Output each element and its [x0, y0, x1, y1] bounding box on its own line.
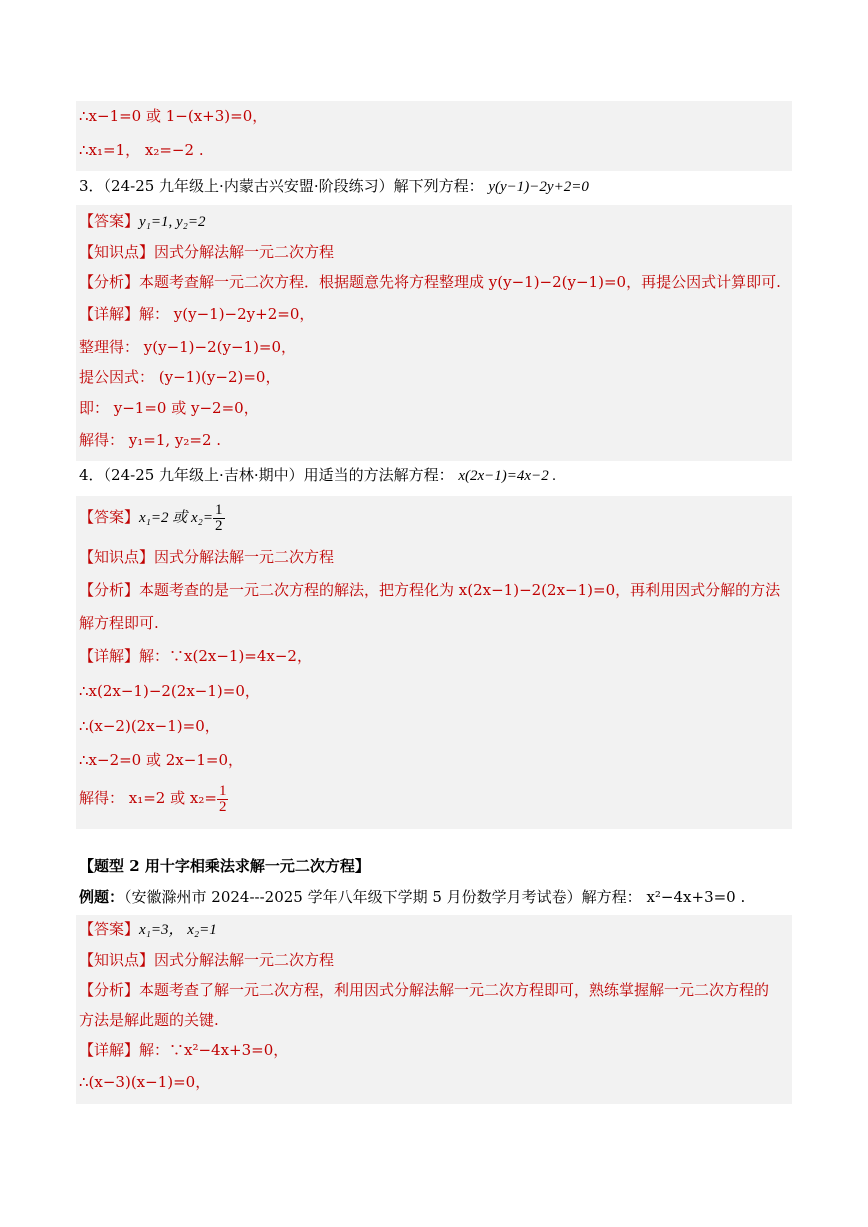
detail-line [79, 783, 228, 815]
solution-line: ∴x₁=1， x₂=−2 . [79, 141, 204, 159]
detail-tag: 【详解】 [79, 647, 140, 665]
answer-tag: 【答案】 [79, 508, 140, 526]
knowledge-tag: 【知识点】 [79, 243, 155, 261]
solution-line: ∴x−1=0 或 1−(x+3)=0， [79, 107, 268, 125]
question-3 [79, 176, 589, 197]
example-label: 例题： [79, 888, 125, 906]
analysis-line [79, 980, 769, 1000]
knowledge-line [79, 242, 334, 262]
analysis-text: 本题考查解一元二次方程．根据题意先将方程整理成 y(y−1)−2(y−1)=0，再提公因式计算即可. [139, 273, 781, 291]
detail-text: 解得： x₁=2 或 x₂= [79, 789, 217, 807]
answer-line [79, 502, 225, 534]
detail-line: 提公因式： (y−1)(y−2)=0， [79, 368, 281, 386]
detail-fraction [217, 784, 229, 815]
section-heading: 【题型 2 用十字相乘法求解一元二次方程】 [79, 857, 370, 875]
analysis-tag: 【分析】 [79, 981, 140, 999]
answer-tag: 【答案】 [79, 212, 140, 230]
analysis-line-cont: 解方程即可. [79, 614, 159, 632]
fraction-numerator: 1 [218, 782, 227, 799]
knowledge-text: 因式分解法解一元二次方程 [154, 951, 335, 969]
detail-line: ∴x(2x−1)−2(2x−1)=0， [79, 682, 260, 700]
analysis-line-cont: 方法是解此题的关键. [79, 1011, 219, 1029]
detail-text: 解：∵x²−4x+3=0， [139, 1041, 289, 1059]
analysis-tag: 【分析】 [79, 273, 140, 291]
fraction-denominator: 2 [218, 798, 227, 815]
detail-line: 整理得： y(y−1)−2(y−1)=0， [79, 338, 297, 356]
detail-text: 解：∵x(2x−1)=4x−2， [139, 647, 312, 665]
knowledge-tag: 【知识点】 [79, 951, 155, 969]
detail-line: ∴(x−3)(x−1)=0， [79, 1073, 211, 1091]
question-equation: x(2x−1)=4x−2 . [458, 468, 557, 484]
detail-line [79, 646, 312, 666]
answer-value: x₁=2 或 x₂= [139, 510, 214, 526]
example-text: （安徽滁州市 2024---2025 学年八年级下学期 5 月份数学月考试卷）解方程： x²−4x+3=0 . [124, 888, 746, 906]
question-4 [79, 465, 556, 486]
answer-tag: 【答案】 [79, 920, 140, 938]
answer-line [79, 919, 217, 940]
detail-text: 解： y(y−1)−2y+2=0， [139, 305, 315, 323]
answer-value: y₁=1, y₂=2 [139, 214, 206, 230]
detail-line: 解得： y₁=1, y₂=2 . [79, 431, 222, 449]
answer-line [79, 211, 206, 232]
fraction-denominator: 2 [215, 517, 223, 534]
question-label: 4．（24-25 九年级上·吉林·期中）用适当的方法解方程： [79, 466, 454, 484]
fraction-numerator: 1 [215, 501, 223, 518]
detail-tag: 【详解】 [79, 1041, 140, 1059]
detail-line: 即： y−1=0 或 y−2=0， [79, 399, 259, 417]
detail-line [79, 304, 314, 324]
knowledge-line [79, 950, 334, 970]
detail-tag: 【详解】 [79, 305, 140, 323]
analysis-line [79, 272, 781, 292]
knowledge-text: 因式分解法解一元二次方程 [154, 243, 335, 261]
knowledge-text: 因式分解法解一元二次方程 [154, 548, 335, 566]
knowledge-tag: 【知识点】 [79, 548, 155, 566]
answer-fraction [213, 503, 225, 534]
detail-line: ∴x−2=0 或 2x−1=0， [79, 751, 243, 769]
knowledge-line [79, 547, 334, 567]
answer-value: x₁=3， x₂=1 [139, 922, 217, 938]
analysis-text: 本题考查的是一元二次方程的解法，把方程化为 x(2x−1)−2(2x−1)=0，再利用因式分解的方法 [139, 581, 781, 599]
analysis-text: 本题考查了解一元二次方程，利用因式分解法解一元二次方程即可，熟练掌握解一元二次方程的 [139, 981, 770, 999]
detail-line: ∴(x−2)(2x−1)=0， [79, 717, 220, 735]
question-equation: y(y−1)−2y+2=0 [488, 179, 589, 195]
detail-line [79, 1040, 288, 1060]
analysis-line [79, 580, 780, 600]
example-question [79, 887, 745, 907]
question-label: 3．（24-25 九年级上·内蒙古兴安盟·阶段练习）解下列方程： [79, 177, 484, 195]
analysis-tag: 【分析】 [79, 581, 140, 599]
